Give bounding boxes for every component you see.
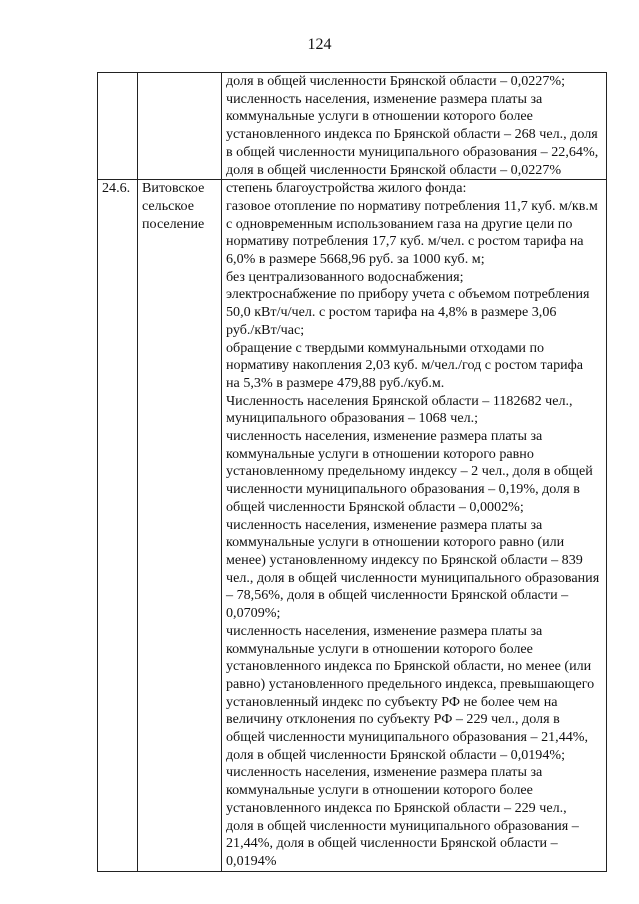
text-line: коммунальные услуги в отношении которого более <box>226 108 533 125</box>
entry-number: 24.6. <box>98 180 138 871</box>
text-line: менее) установленному индексу по Брянской области – 839 <box>226 551 583 568</box>
text-line: чел., доля в общей численности муниципального образования <box>226 569 600 586</box>
text-line: руб./кВт/час; <box>226 321 305 338</box>
text-line: численность населения, изменение размера платы за <box>226 516 543 533</box>
municipality-name-line: поселение <box>142 215 205 232</box>
text-line: общей численности муниципального образования – 21,44%, <box>226 729 589 746</box>
municipality-name-line: сельское <box>142 197 195 214</box>
text-line: доля в общей численности Брянской области – 0,0227% <box>226 161 562 178</box>
text-line: доля в общей численности муниципального образования – <box>226 817 579 834</box>
text-line: численность населения, изменение размера платы за <box>226 622 543 639</box>
municipality-name-line: Витовское <box>142 180 205 197</box>
text-line: численность населения, изменение размера платы за <box>226 90 543 107</box>
text-line: установленный индекс по субъекту РФ не более чем на <box>226 693 558 710</box>
continuation-row <box>98 73 607 180</box>
text-line: коммунальные услуги в отношении которого более <box>226 782 533 799</box>
text-line: газовое отопление по нормативу потребления 11,7 куб. м/кв.м <box>226 197 598 214</box>
text-line: численности муниципального образования – 0,19%, доля в <box>226 481 580 498</box>
text-line: в общей численности муниципального образования – 22,64%, <box>226 143 599 160</box>
text-line: численность населения, изменение размера платы за <box>226 428 543 445</box>
municipality-cell-empty <box>138 73 222 180</box>
text-line: электроснабжение по прибору учета с объемом потребления <box>226 286 590 303</box>
text-line: равно) установленного предельного индекса, превышающего <box>226 675 595 692</box>
text-line: 21,44%, доля в общей численности Брянской области – <box>226 835 558 852</box>
page-number: 124 <box>307 36 332 53</box>
text-line: установленному предельному индексу – 2 чел., доля в общей <box>226 463 593 480</box>
text-line: величину отклонения по субъекту РФ – 229 чел., доля в <box>226 711 560 728</box>
entry-text-cell <box>222 180 607 871</box>
number-cell-empty <box>98 73 138 180</box>
text-line: 6,0% в размере 5668,96 руб. за 1000 куб. м; <box>226 251 485 268</box>
municipality-name-cell <box>138 180 222 871</box>
text-line: 50,0 кВт/ч/чел. с ростом тарифа на 4,8% в размере 3,06 <box>226 304 557 321</box>
text-line: нормативу накопления 2,03 куб. м/чел./год с ростом тарифа <box>226 357 584 374</box>
text-line: доля в общей численности Брянской области – 0,0194%; <box>226 746 566 763</box>
text-line: муниципального образования – 1068 чел.; <box>226 410 479 427</box>
text-line: установленного индекса по Брянской области, но менее (или <box>226 658 592 675</box>
text-line: численность населения, изменение размера платы за <box>226 764 543 781</box>
text-line: степень благоустройства жилого фонда: <box>226 180 467 197</box>
text-line: установленного индекса по Брянской области – 229 чел., <box>226 799 567 816</box>
text-line: коммунальные услуги в отношении которого более <box>226 640 533 657</box>
text-line: нормативу потребления 17,7 куб. м/чел. с ростом тарифа на <box>226 233 584 250</box>
continuation-text-cell <box>222 73 607 180</box>
text-line: – 78,56%, доля в общей численности Брянской области – <box>226 587 569 604</box>
text-line: обращение с твердыми коммунальными отходами по <box>226 339 545 356</box>
text-line: 0,0709%; <box>226 605 281 622</box>
text-line: коммунальные услуги в отношении которого равно (или <box>226 534 565 551</box>
text-line: 0,0194% <box>226 852 277 869</box>
text-line: доля в общей численности Брянской области – 0,0227%; <box>226 73 566 89</box>
text-line: без централизованного водоснабжения; <box>226 268 464 285</box>
indicators-table <box>97 72 607 872</box>
text-line: с одновременным использованием газа на другие цели по <box>226 215 573 232</box>
text-line: установленного индекса по Брянской области – 268 чел., доля <box>226 126 598 143</box>
text-line: Численность населения Брянской области – 1182682 чел., <box>226 392 573 409</box>
entry-row <box>98 180 607 871</box>
text-line: коммунальные услуги в отношении которого равно <box>226 445 534 462</box>
text-line: общей численности Брянской области – 0,0002%; <box>226 498 524 515</box>
text-line: на 5,3% в размере 479,88 руб./куб.м. <box>226 374 445 391</box>
